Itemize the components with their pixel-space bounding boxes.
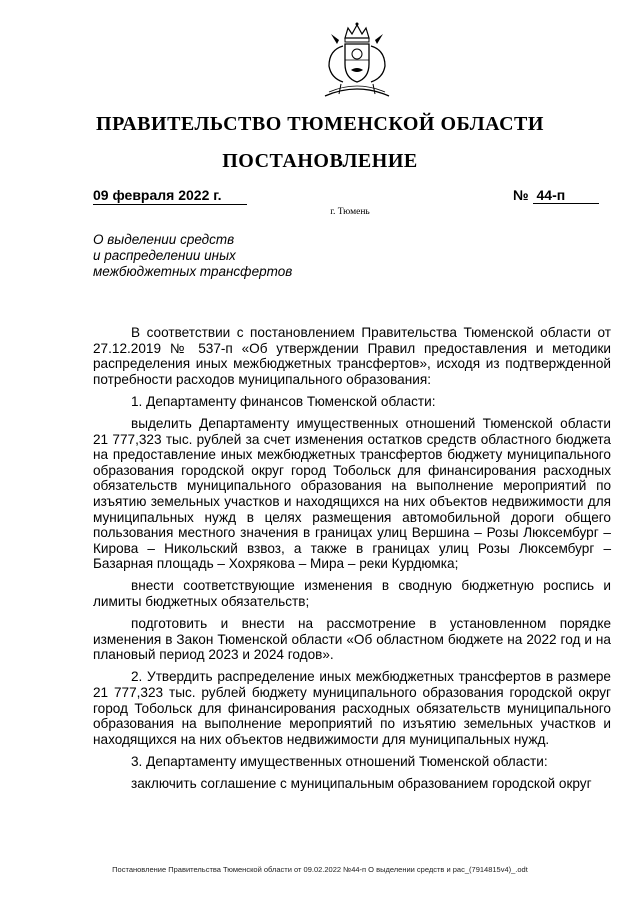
subject-line: межбюджетных трансфертов [93,264,293,279]
document-type: ПОСТАНОВЛЕНИЕ [222,150,418,172]
subject-line: О выделении средств [93,232,235,247]
subject-line: и распределении иных [93,248,236,263]
body-paragraph: внести соответствующие изменения в сводную бюджетную роспись и лимиты бюджетных обязательств; [93,578,611,609]
document-body [93,325,611,798]
body-paragraph: 3. Департаменту имущественных отношений Тюменской области: [131,753,548,769]
document-footer: Постановление Правительства Тюменской области от 09.02.2022 №44-п О выделении средств и рас_(7914815v4)_.odt [112,865,528,874]
document-number [513,187,603,204]
tyumen-coat-of-arms-icon [315,20,399,104]
body-paragraph: В соответствии с постановлением Правительства Тюменской области от 27.12.2019 № 537-п «Об утверждении Правил предоставления и методики распределения иных межбюджетных трансфертов», исходя из подтвержденной потребности расходов муниципального образования: [93,325,611,387]
body-paragraph: подготовить и внести на рассмотрение в установленном порядке изменения в Закон Тюменской области «Об областном бюджете на 2022 год и на плановый период 2023 и 2024 годов». [93,616,611,663]
document-date: 09 февраля 2022 г. [93,187,247,205]
body-paragraph: выделить Департаменту имущественных отношений Тюменской области 21 777,323 тыс. рублей за счет изменения остатков средств областного бюджета на предоставление иных межбюджетных трансфертов бюджету муниципального образования городской округ город Тобольск для финансирования расходных обязательств муниципального образования на выполнение мероприятий по изъятию земельных участков и находящихся на них объектов недвижимости для муниципальных нужд в целях размещения автомобильной дороги общего пользования местного значения в границах улиц Вершина – Розы Люксембург – Кирова – Никольский взвоз, а также в границах улиц Розы Люксембург – Базарная площадь – Хохрякова – Мира – реки Курдюмка; [93,415,611,572]
government-title: ПРАВИТЕЛЬСТВО ТЮМЕНСКОЙ ОБЛАСТИ [96,113,544,135]
body-paragraph: 2. Утвердить распределение иных межбюджетных трансфертов в размере 21 777,323 тыс. рублей бюджету муниципального образования городской округ город Тобольск для финансирования расходных обязательств муниципального образования на выполнение мероприятий по изъятию земельных участков и находящихся на них объектов недвижимости для муниципальных нужд. [93,669,611,747]
city-name: г. Тюмень [330,207,370,217]
body-paragraph: заключить соглашение с муниципальным образованием городской округ [131,775,592,791]
document-subject [93,232,353,280]
number-value: 44-п [533,187,599,204]
body-paragraph: 1. Департаменту финансов Тюменской области: [131,393,436,409]
number-prefix: № [513,187,529,203]
